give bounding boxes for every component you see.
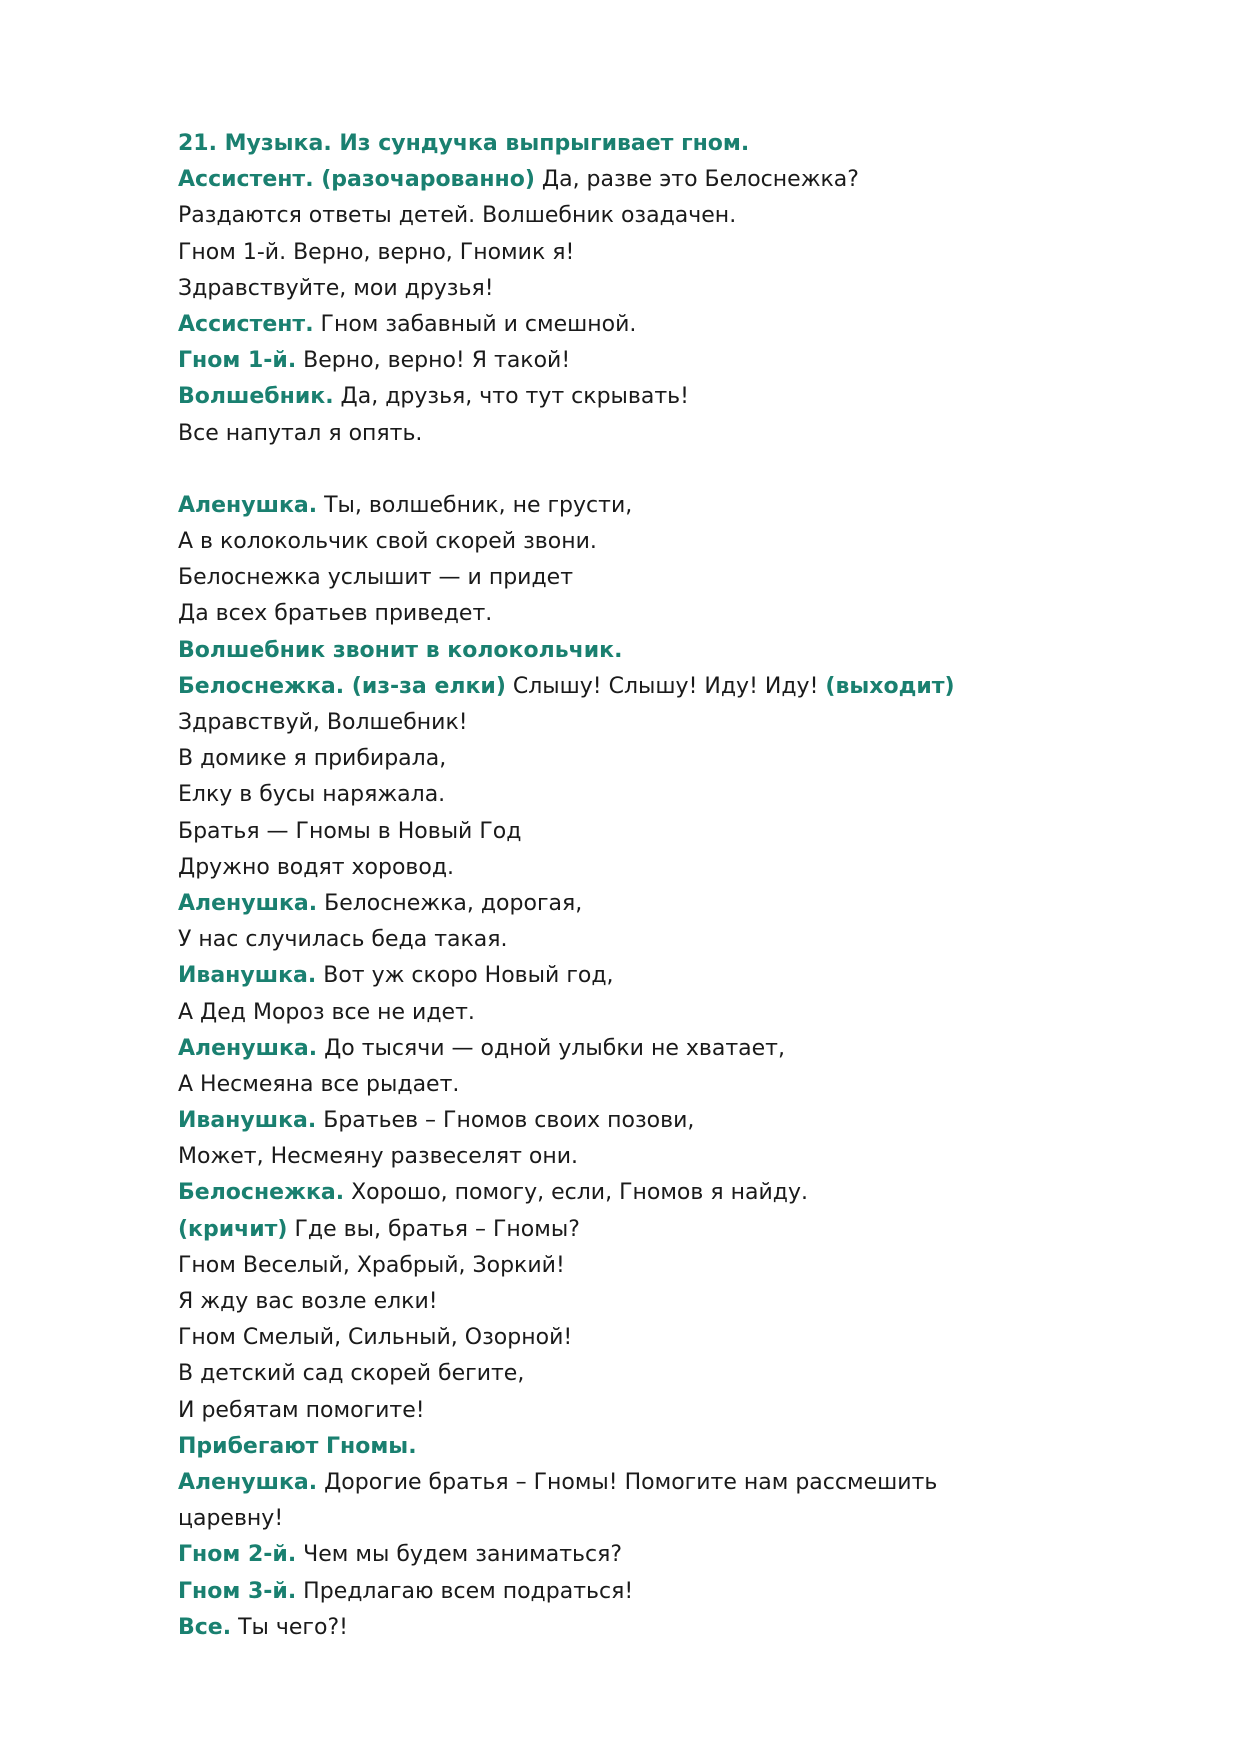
speaker-or-stage-direction: Аленушка. — [178, 1035, 318, 1061]
script-line — [178, 596, 1158, 632]
script-line — [178, 741, 1158, 777]
dialogue-text: Дружно водят хоровод. — [178, 854, 455, 880]
speaker-or-stage-direction: Прибегают Гномы. — [178, 1433, 417, 1459]
script-line — [178, 995, 1158, 1031]
script-line — [178, 1465, 1158, 1501]
script-line — [178, 1031, 1158, 1067]
dialogue-text: царевну! — [178, 1506, 284, 1532]
document-page — [178, 126, 1158, 1646]
speaker-or-stage-direction: Волшебник звонит в колокольчик. — [178, 637, 623, 663]
script-line — [178, 1501, 1158, 1537]
speaker-or-stage-direction: (выходит) — [825, 673, 955, 699]
script-line — [178, 633, 1158, 669]
blank-line — [178, 452, 1158, 488]
dialogue-text: Братья — Гномы в Новый Год — [178, 818, 522, 844]
script-line — [178, 1175, 1158, 1211]
script-line — [178, 922, 1158, 958]
dialogue-text: До тысячи — одной улыбки не хватает, — [317, 1035, 785, 1061]
script-line — [178, 777, 1158, 813]
script-line — [178, 307, 1158, 343]
dialogue-text: Верно, верно! Я такой! — [296, 348, 571, 374]
speaker-or-stage-direction: (кричит) — [178, 1216, 288, 1242]
script-line — [178, 1139, 1158, 1175]
dialogue-text: Елку в бусы наряжала. — [178, 782, 446, 808]
dialogue-text: У нас случилась беда такая. — [178, 927, 508, 953]
speaker-or-stage-direction: Ассистент. — [178, 311, 314, 337]
dialogue-text: Гном Веселый, Храбрый, Зоркий! — [178, 1252, 565, 1278]
speaker-or-stage-direction: Все. — [178, 1614, 232, 1640]
script-line — [178, 958, 1158, 994]
dialogue-text: Гном забавный и смешной. — [313, 311, 637, 337]
dialogue-text: А Несмеяна все рыдает. — [178, 1071, 460, 1097]
script-line — [178, 1429, 1158, 1465]
script-line — [178, 1574, 1158, 1610]
script-line — [178, 850, 1158, 886]
script-line — [178, 1212, 1158, 1248]
script-line — [178, 416, 1158, 452]
script-line — [178, 235, 1158, 271]
dialogue-text: И ребятам помогите! — [178, 1397, 425, 1423]
speaker-or-stage-direction: Волшебник. — [178, 384, 334, 410]
dialogue-text: Ты, волшебник, не грусти, — [317, 492, 633, 518]
dialogue-text: Ты чего?! — [231, 1614, 348, 1640]
script-line — [178, 669, 1158, 705]
speaker-or-stage-direction: Белоснежка. (из-за елки) — [178, 673, 506, 699]
speaker-or-stage-direction: Гном 2-й. — [178, 1542, 297, 1568]
dialogue-text: Гном 1-й. Верно, верно, Гномик я! — [178, 239, 575, 265]
script-line — [178, 198, 1158, 234]
dialogue-text: Да всех братьев приведет. — [178, 601, 493, 627]
speaker-or-stage-direction: Белоснежка. — [178, 1180, 345, 1206]
script-line — [178, 560, 1158, 596]
script-line — [178, 1103, 1158, 1139]
speaker-or-stage-direction: Аленушка. — [178, 492, 318, 518]
speaker-or-stage-direction: Гном 3-й. — [178, 1578, 297, 1604]
script-line — [178, 814, 1158, 850]
dialogue-text: А Дед Мороз все не идет. — [178, 999, 475, 1025]
dialogue-text: Вот уж скоро Новый год, — [316, 963, 614, 989]
script-line — [178, 1356, 1158, 1392]
script-line — [178, 1610, 1158, 1646]
script-line — [178, 343, 1158, 379]
script-line — [178, 886, 1158, 922]
dialogue-text: Может, Несмеяну развеселят они. — [178, 1144, 579, 1170]
dialogue-text: Гном Смелый, Сильный, Озорной! — [178, 1325, 573, 1351]
dialogue-text: Да, друзья, что тут скрывать! — [333, 384, 689, 410]
speaker-or-stage-direction: Аленушка. — [178, 1469, 318, 1495]
script-line — [178, 488, 1158, 524]
dialogue-text: Дорогие братья – Гномы! Помогите нам рассмешить — [317, 1469, 938, 1495]
script-line — [178, 1067, 1158, 1103]
script-line — [178, 705, 1158, 741]
speaker-or-stage-direction: Гном 1-й. — [178, 348, 297, 374]
dialogue-text: А в колокольчик свой скорей звони. — [178, 529, 597, 555]
dialogue-text: Хорошо, помогу, если, Гномов я найду. — [344, 1180, 808, 1206]
dialogue-text: Слышу! Слышу! Иду! Иду! — [505, 673, 826, 699]
script-line — [178, 1284, 1158, 1320]
speaker-or-stage-direction: 21. Музыка. Из сундучка выпрыгивает гном. — [178, 131, 750, 156]
script-line — [178, 524, 1158, 560]
dialogue-text: Раздаются ответы детей. Волшебник озадачен. — [178, 203, 737, 229]
speaker-or-stage-direction: Иванушка. — [178, 1108, 317, 1134]
speaker-or-stage-direction: Иванушка. — [178, 963, 317, 989]
script-line — [178, 1320, 1158, 1356]
dialogue-text: Здравствуй, Волшебник! — [178, 710, 468, 735]
script-line — [178, 1248, 1158, 1284]
speaker-or-stage-direction: Аленушка. — [178, 890, 318, 916]
dialogue-text: Да, разве это Белоснежка? — [534, 167, 859, 193]
dialogue-text: Все напутал я опять. — [178, 420, 423, 446]
dialogue-text: Белоснежка услышит — и придет — [178, 565, 574, 591]
speaker-or-stage-direction: Ассистент. (разочарованно) — [178, 167, 535, 193]
dialogue-text: Предлагаю всем подраться! — [296, 1578, 634, 1604]
dialogue-text: Братьев – Гномов своих позови, — [316, 1108, 695, 1134]
dialogue-text: Чем мы будем заниматься? — [296, 1542, 622, 1568]
script-line — [178, 1537, 1158, 1573]
script-line — [178, 162, 1158, 198]
dialogue-text: Белоснежка, дорогая, — [317, 890, 583, 916]
dialogue-text: Здравствуйте, мои друзья! — [178, 275, 494, 301]
dialogue-text: В детский сад скорей бегите, — [178, 1361, 525, 1387]
dialogue-text: Я жду вас возле елки! — [178, 1289, 438, 1314]
script-line — [178, 271, 1158, 307]
dialogue-text: Где вы, братья – Гномы? — [287, 1216, 580, 1242]
script-line — [178, 379, 1158, 415]
dialogue-text: В домике я прибирала, — [178, 746, 447, 772]
script-line — [178, 1393, 1158, 1429]
script-line — [178, 126, 1158, 162]
